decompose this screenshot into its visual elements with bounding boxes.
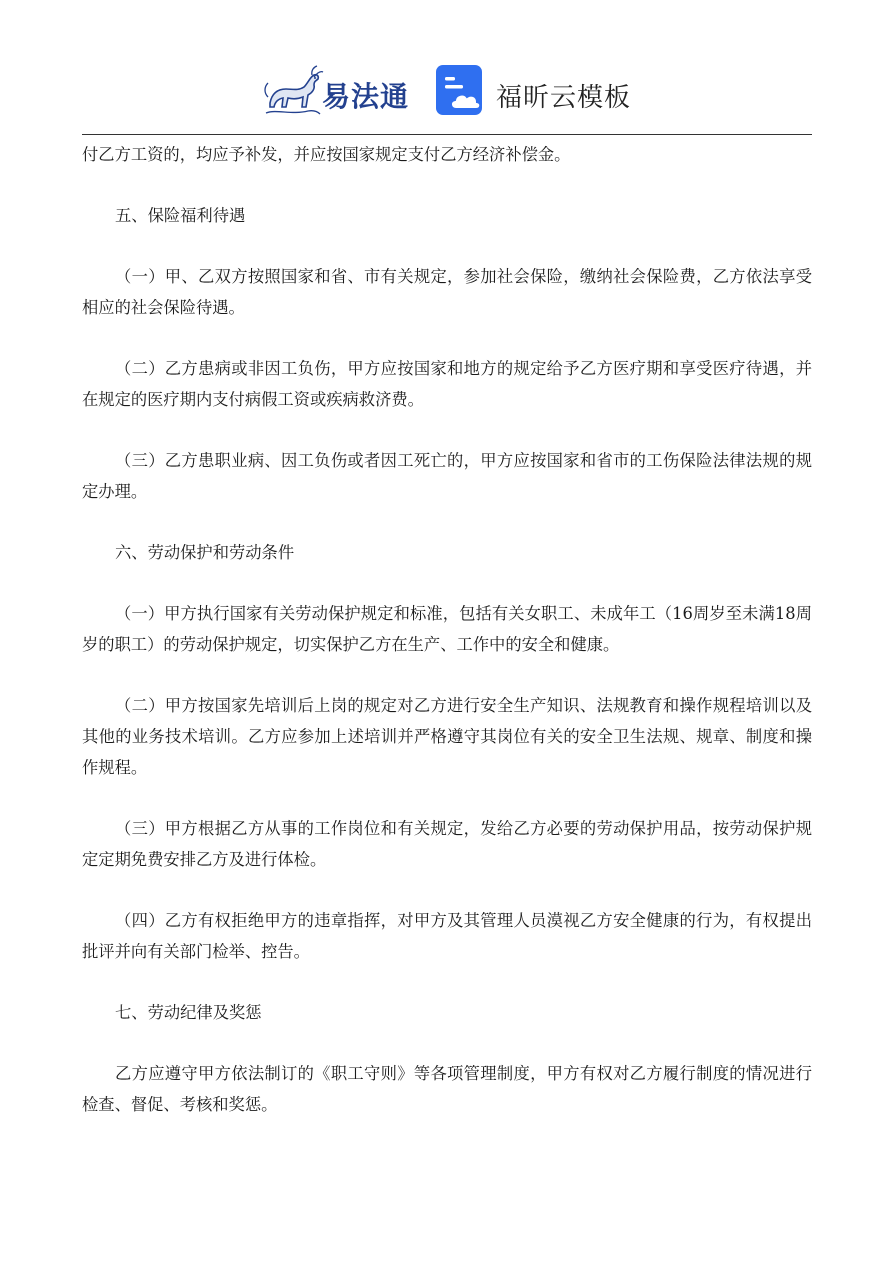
paragraph: （二）甲方按国家先培训后上岗的规定对乙方进行安全生产知识、法规教育和操作规程培训以及其他的业务技术培训。乙方应参加上述培训并严格遵守其岗位有关的安全卫生法规、规章、制度和操作规程。 xyxy=(82,696,812,777)
paragraph: （四）乙方有权拒绝甲方的违章指挥，对甲方及其管理人员漠视乙方安全健康的行为，有权提出批评并向有关部门检举、控告。 xyxy=(82,911,812,961)
yifatong-logo-text: 易法通 xyxy=(322,80,410,113)
document-body xyxy=(82,139,812,1150)
foxit-template-logo-text: 福昕云模板 xyxy=(496,83,632,113)
paragraph: 七、劳动纪律及奖惩 xyxy=(115,1003,262,1022)
paragraph: （三）甲方根据乙方从事的工作岗位和有关规定，发给乙方必要的劳动保护用品，按劳动保护规定定期免费安排乙方及进行体检。 xyxy=(82,819,812,869)
paragraph: （一）甲方执行国家有关劳动保护规定和标准，包括有关女职工、未成年工（16周岁至未满18周岁的职工）的劳动保护规定，切实保护乙方在生产、工作中的安全和健康。 xyxy=(82,604,812,654)
paragraph: 六、劳动保护和劳动条件 xyxy=(115,543,295,562)
qilin-mascot-icon xyxy=(262,63,324,119)
doc-cloud-icon xyxy=(436,65,486,115)
foxit-template-logo xyxy=(436,65,646,119)
yifatong-logo xyxy=(262,63,422,119)
page-header xyxy=(0,60,893,124)
paragraph: （三）乙方患职业病、因工负伤或者因工死亡的，甲方应按国家和省市的工伤保险法律法规的规定办理。 xyxy=(82,451,812,501)
paragraph: 付乙方工资的，均应予补发，并应按国家规定支付乙方经济补偿金。 xyxy=(82,145,571,164)
header-divider xyxy=(82,134,812,135)
paragraph: （二）乙方患病或非因工负伤，甲方应按国家和地方的规定给予乙方医疗期和享受医疗待遇，并在规定的医疗期内支付病假工资或疾病救济费。 xyxy=(82,359,812,409)
paragraph: 五、保险福利待遇 xyxy=(115,206,246,225)
paragraph: 乙方应遵守甲方依法制订的《职工守则》等各项管理制度，甲方有权对乙方履行制度的情况进行检查、督促、考核和奖惩。 xyxy=(82,1064,812,1114)
paragraph: （一）甲、乙双方按照国家和省、市有关规定，参加社会保险，缴纳社会保险费，乙方依法享受相应的社会保险待遇。 xyxy=(82,267,812,317)
